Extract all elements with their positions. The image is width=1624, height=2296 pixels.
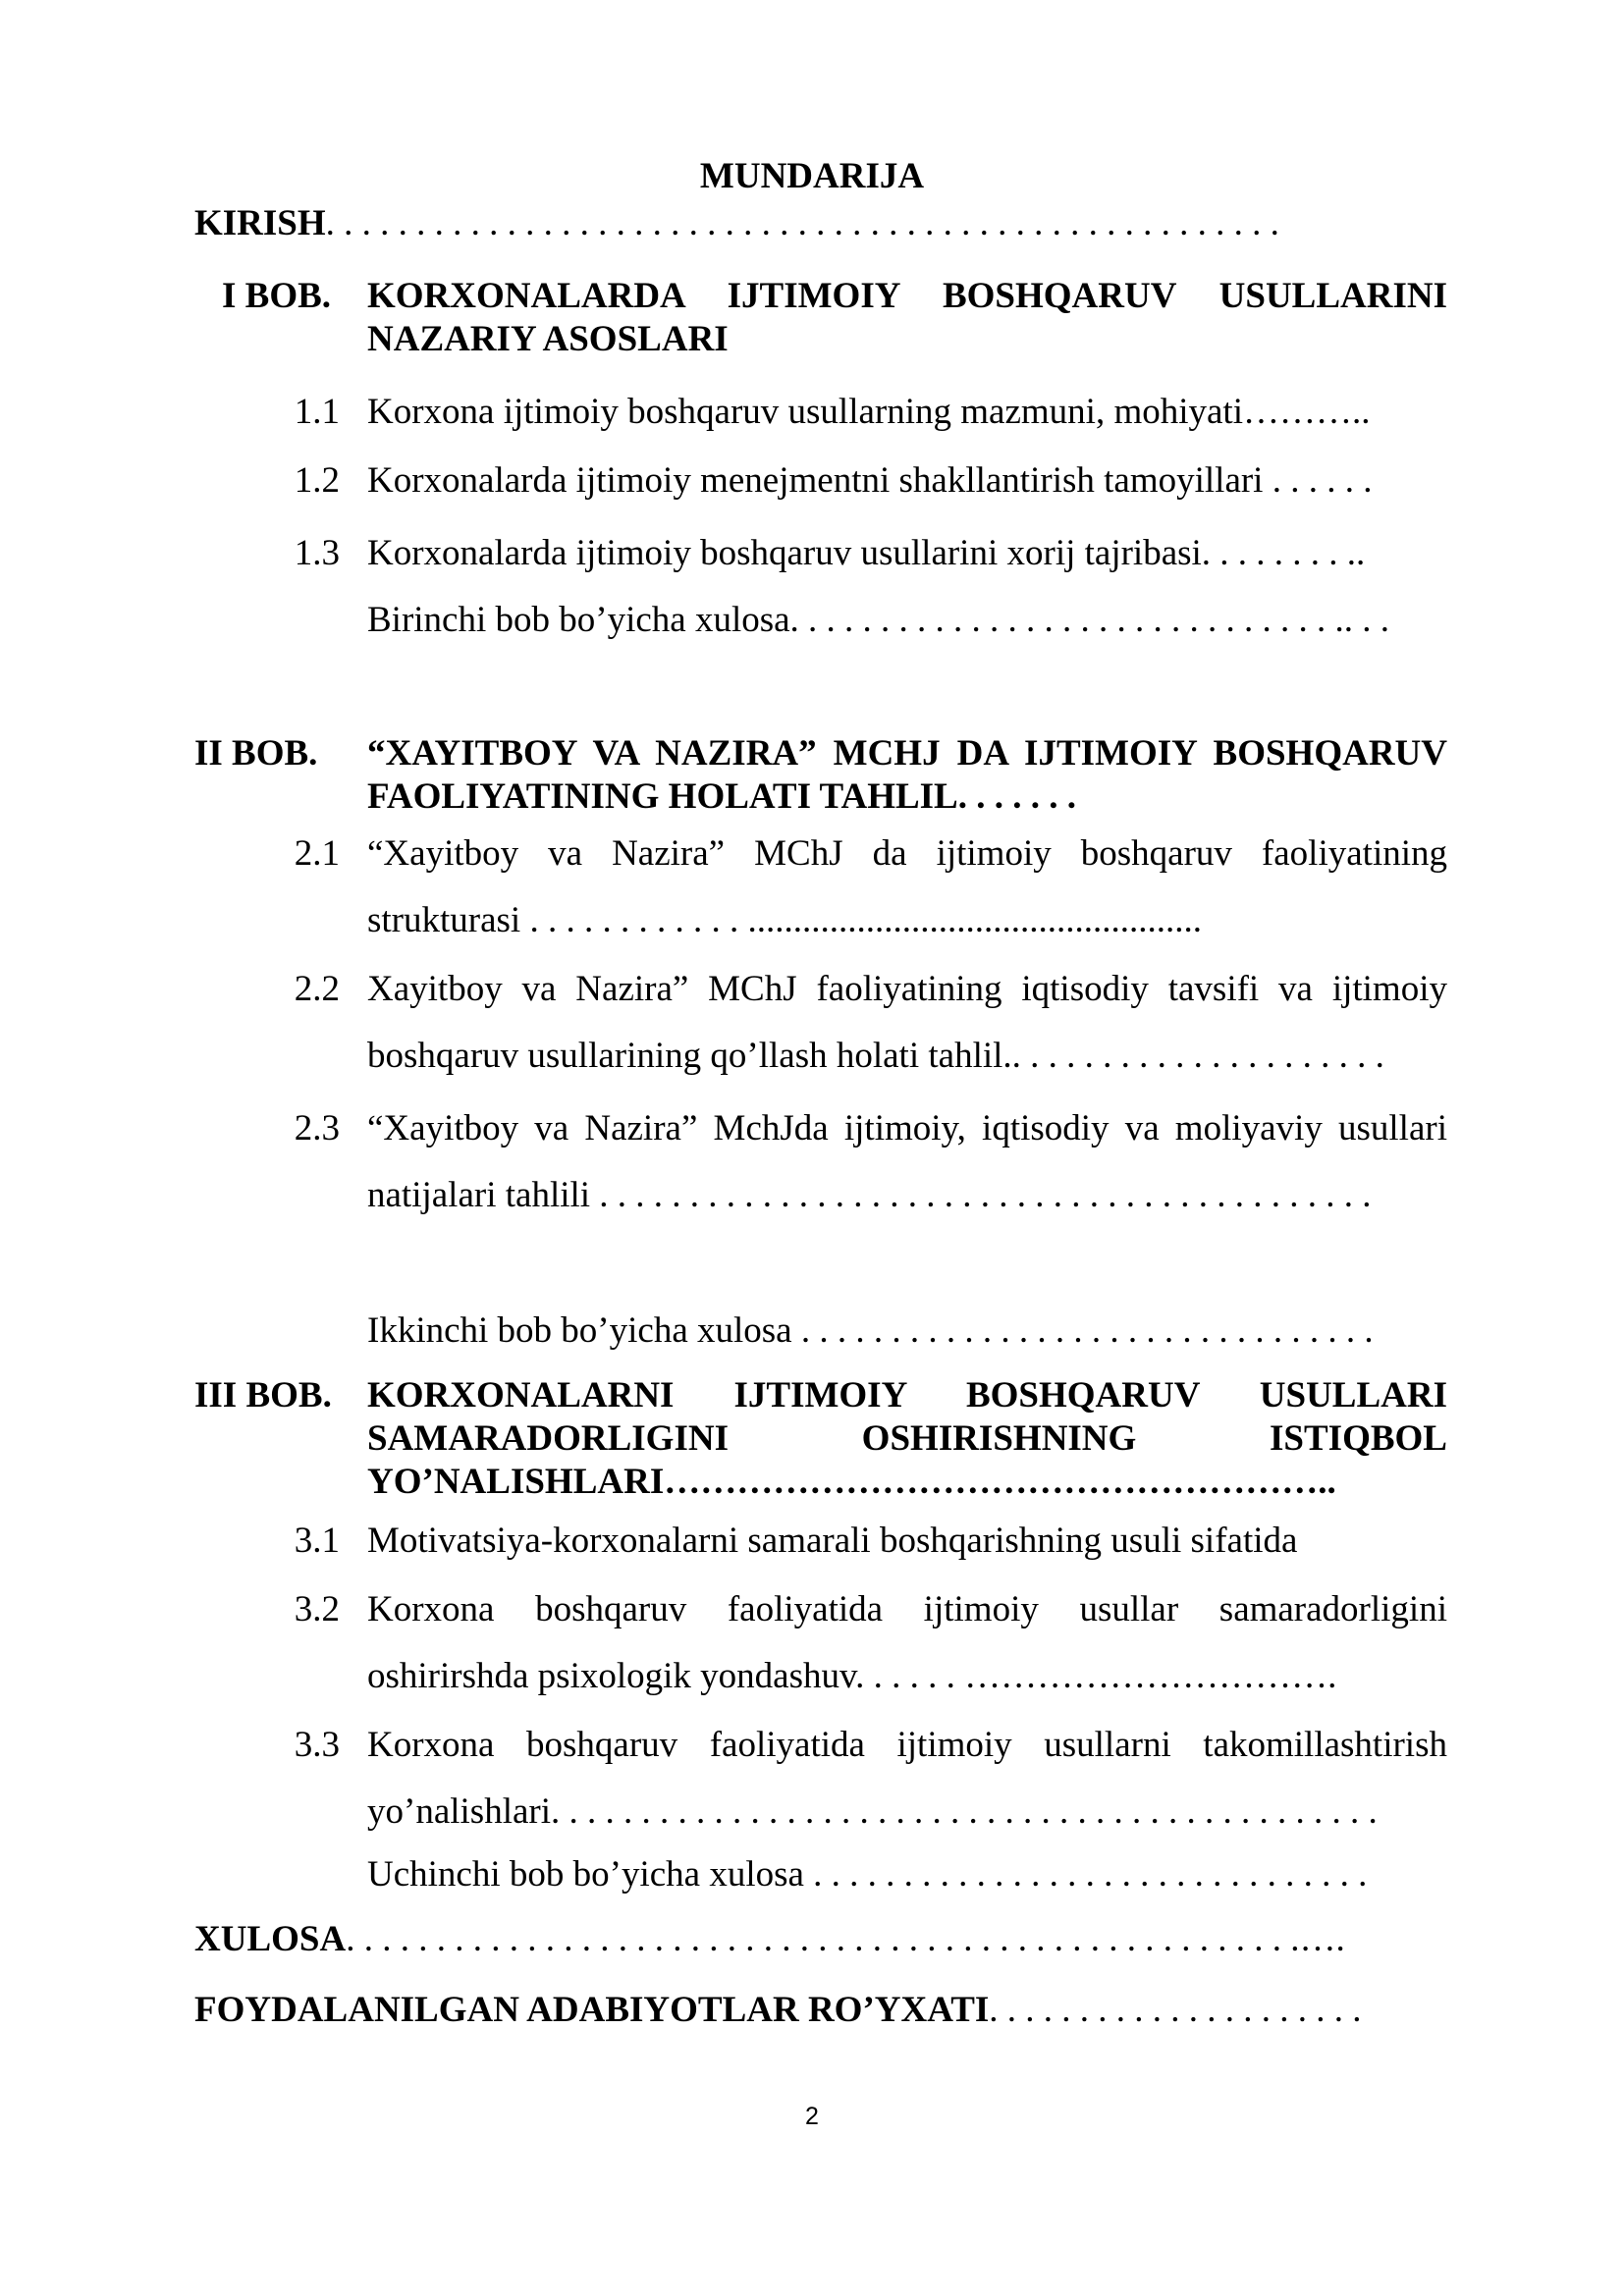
section-1-3-number: 1.3	[294, 533, 340, 573]
toc-intro-label: KIRISH	[194, 203, 326, 243]
chapter-1-number: I BOB.	[222, 276, 332, 316]
section-3-1-number: 3.1	[294, 1521, 340, 1561]
section-2-2-number: 2.2	[294, 969, 340, 1009]
section-1-1-number: 1.1	[294, 392, 340, 432]
page-number: 2	[805, 2103, 819, 2130]
section-1-2-number: 1.2	[294, 460, 340, 501]
section-2-1-number: 2.1	[294, 833, 340, 874]
section-2-3-number: 2.3	[294, 1108, 340, 1148]
toc-xulosa-dots: . . . . . . . . . . . . . . . . . . . . . . . . . . . . . . . . . . . . . . . . . . . . . . . . . . . . .….	[346, 1919, 1345, 1959]
section-2-2-title[interactable]: Xayitboy va Nazira” MChJ faoliyatining iqtisodiy tavsifi va ijtimoiy boshqaruv usullarining qo’llash holati tahlil.. . . . . . . . . . . . . . . . . . . . .	[367, 969, 1447, 1076]
section-3-3-title[interactable]: Korxona boshqaruv faoliyatida ijtimoiy usullarni takomillashtirish yo’nalishlari. . . . . . . . . . . . . . . . . . . . . . . . . . . . . . . . . . . . . . . . . . . . . .	[367, 1725, 1447, 1832]
chapter-2-number: II BOB.	[194, 733, 318, 774]
section-1-1-title[interactable]: Korxona ijtimoiy boshqaruv usullarning mazmuni, mohiyati………..	[367, 392, 1371, 432]
section-3-2-title[interactable]: Korxona boshqaruv faoliyatida ijtimoiy usullar samaradorligini oshirirshda psixologik yondashuv. . . . . . ………………………….	[367, 1589, 1447, 1696]
toc-references-dots: . . . . . . . . . . . . . . . . . . . . .	[989, 1990, 1362, 2030]
toc-entry-xulosa[interactable]	[194, 1918, 1345, 1961]
section-1-2-title[interactable]: Korxonalarda ijtimoiy menejmentni shakllantirish tamoyillari . . . . . .	[367, 460, 1373, 501]
section-3-2-number: 3.2	[294, 1589, 340, 1629]
toc-intro-dots: . . . . . . . . . . . . . . . . . . . . . . . . . . . . . . . . . . . . . . . . . . . . . . . . . . . . .	[325, 203, 1279, 243]
section-3-1-title[interactable]: Motivatsiya-korxonalarni samarali boshqarishning usuli sifatida	[367, 1521, 1298, 1561]
chapter-3-number: III BOB.	[194, 1375, 332, 1415]
chapter-1-conclusion[interactable]: Birinchi bob bo’yicha xulosa. . . . . . . . . . . . . . . . . . . . . . . . . . . . . . .. . .	[367, 600, 1390, 640]
section-2-1-title[interactable]: “Xayitboy va Nazira” MChJ da ijtimoiy boshqaruv faoliyatining strukturasi . . . . . . . . . . . . ..................................................	[367, 833, 1447, 940]
toc-references-label: FOYDALANILGAN ADABIYOTLAR RO’YXATI	[194, 1990, 990, 2030]
chapter-2-conclusion[interactable]: Ikkinchi bob bo’yicha xulosa . . . . . . . . . . . . . . . . . . . . . . . . . . . . . . . .	[367, 1310, 1374, 1351]
chapter-1-title[interactable]: KORXONALARDA IJTIMOIY BOSHQARUV USULLARINI NAZARIY ASOSLARI	[367, 276, 1447, 359]
chapter-3-conclusion[interactable]: Uchinchi bob bo’yicha xulosa . . . . . . . . . . . . . . . . . . . . . . . . . . . . . . .	[367, 1854, 1368, 1895]
toc-xulosa-label: XULOSA	[194, 1919, 347, 1959]
toc-entry-references[interactable]	[194, 1989, 1362, 2032]
section-2-3-title[interactable]: “Xayitboy va Nazira” MchJda ijtimoiy, iqtisodiy va moliyaviy usullari natijalari tahlili . . . . . . . . . . . . . . . . . . . . . . . . . . . . . . . . . . . . . . . . . . .	[367, 1108, 1447, 1215]
section-1-3-title[interactable]: Korxonalarda ijtimoiy boshqaruv usullarini xorij tajribasi. . . . . . . . ..	[367, 533, 1366, 573]
chapter-3-title[interactable]: KORXONALARNI IJTIMOIY BOSHQARUV USULLARI SAMARADORLIGINI OSHIRISHNING ISTIQBOL YO’NALISHLARI………………………………………………..	[367, 1375, 1447, 1502]
chapter-2-title[interactable]: “XAYITBOY VA NAZIRA” MCHJ DA IJTIMOIY BOSHQARUV FAOLIYATINING HOLATI TAHLIL. . . . . . .	[367, 733, 1447, 817]
toc-entry-intro[interactable]	[194, 202, 1279, 245]
section-3-3-number: 3.3	[294, 1725, 340, 1765]
page-title: MUNDARIJA	[699, 156, 925, 196]
